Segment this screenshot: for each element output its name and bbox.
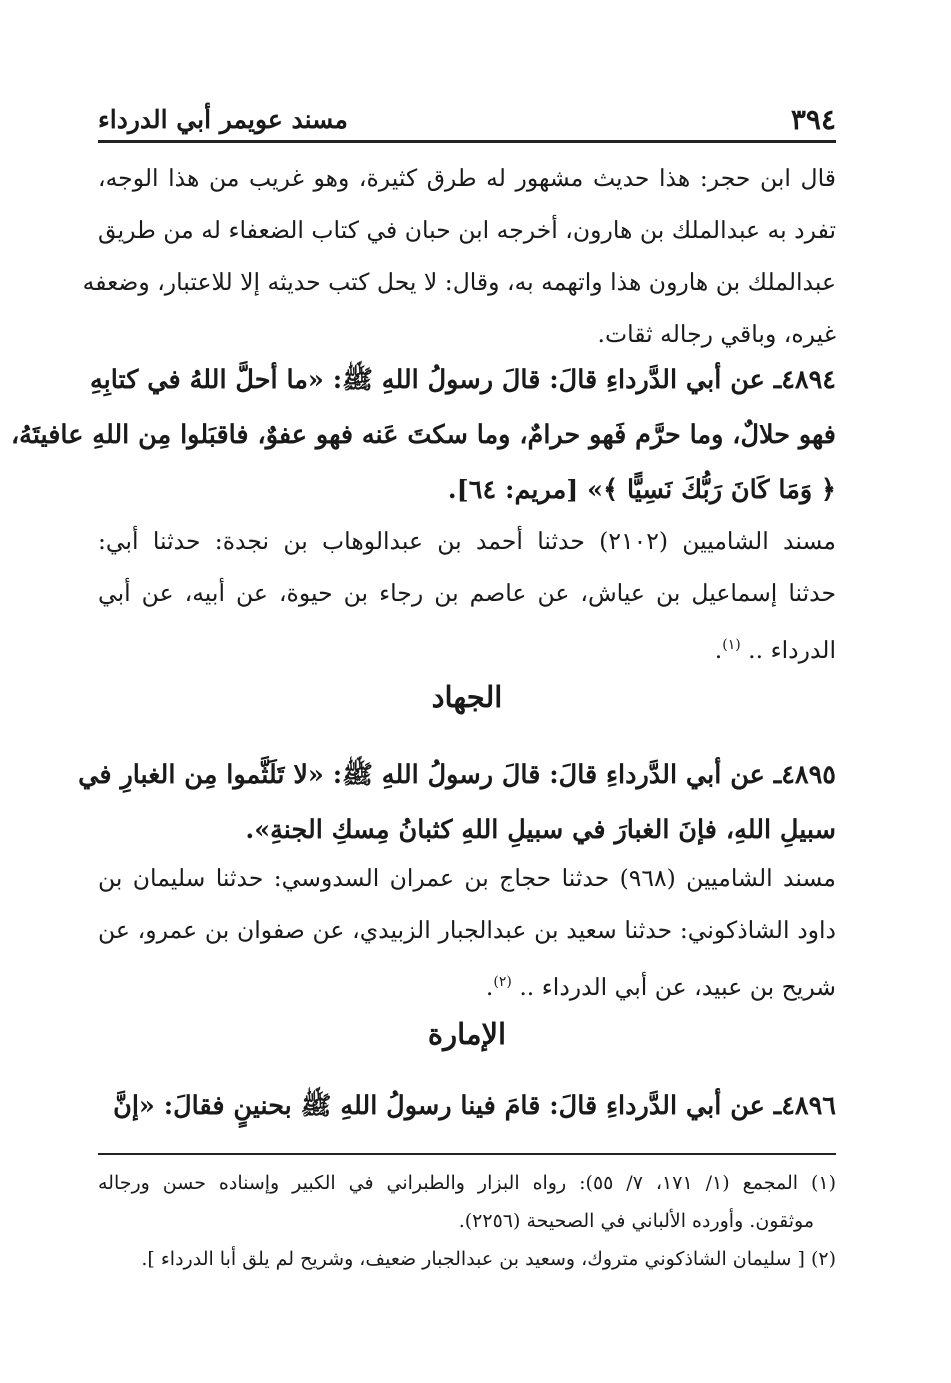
source-line: مسند الشاميين (٢١٠٢) حدثنا أحمد بن عبدالوهاب بن نجدة: حدثنا أبي: (98, 527, 836, 555)
commentary-line: قال ابن حجر: هذا حديث مشهور له طرق كثيرة، وهو غريب من هذا الوجه، (98, 164, 836, 192)
section-heading-imara: الإمارة (427, 1017, 507, 1051)
footnote-ref-1: (١) (722, 637, 741, 653)
source-text: الدرداء .. (740, 636, 836, 664)
source-4894 (98, 515, 836, 671)
hadith-line: فهو حلالٌ، وما حرَّم فَهو حرامٌ، وما سكتَ عَنه فهو عفوٌ، فاقبَلوا مِن اللهِ عافيتَهُ، (10, 420, 836, 450)
source-4895 (98, 852, 836, 1008)
source-text: شريح بن عبيد، عن أبي الدرداء .. (511, 973, 836, 1001)
commentary-line: تفرد به عبدالملك بن هارون، أخرجه ابن حبان في كتاب الضعفاء له من طريق (97, 216, 836, 244)
source-line: شريح بن عبيد، عن أبي الدرداء .. $^{(٢)}$. (485, 973, 836, 1001)
source-line: حدثنا إسماعيل بن عياش، عن عاصم بن رجاء بن حيوة، عن أبيه، عن أبي (98, 579, 836, 607)
source-line: مسند الشاميين (٩٦٨) حدثنا حجاج بن عمران السدوسي: حدثنا سليمان بن (98, 864, 836, 892)
footnote-ref-2: (٢) (493, 974, 512, 990)
hadith-4896 (98, 1080, 836, 1132)
running-title: مسند عويمر أبي الدرداء (98, 105, 348, 134)
footnote-line: موثقون. وأورده الألباني في الصحيحة (٢٢٥٦). (458, 1210, 814, 1232)
footnote-divider (98, 1153, 836, 1155)
commentary-line: غيره، وباقي رجاله ثقات. (597, 320, 836, 348)
hadith-4895 (78, 748, 836, 858)
footnote-line: (١) المجمع (١/ ١٧١، ٧/ ٥٥): رواه البزار والطبراني في الكبير وإسناده حسن ورجاله (98, 1172, 837, 1194)
hadith-4894 (10, 353, 836, 518)
hadith-line: ٤٨٩٤ـ عن أبي الدَّرداءِ قالَ: قالَ رسولُ اللهِ ﷺ: «ما أحلَّ اللهُ في كتابِهِ (90, 365, 836, 395)
section-heading-jihad: الجهاد (431, 680, 503, 714)
hadith-line: ٤٨٩٥ـ عن أبي الدَّرداءِ قالَ: قالَ رسولُ اللهِ ﷺ: «لا تَلَثَّموا مِن الغبارِ في (78, 760, 836, 790)
hadith-line: ﴿ وَمَا كَانَ رَبُّكَ نَسِيًّا ﴾» [مريم: ٦٤]. (447, 475, 836, 505)
footnotes (98, 1164, 836, 1278)
page-header (98, 96, 836, 143)
footnote-line: (٢) [ سليمان الشاذكوني متروك، وسعيد بن عبدالجبار ضعيف، وشريح لم يلق أبا الدرداء ]. (141, 1248, 836, 1270)
commentary-line: عبدالملك بن هارون هذا واتهمه به، وقال: لا يحل كتب حديثه إلا للاعتبار، وضعفه (82, 268, 836, 296)
hadith-line: ٤٨٩٦ـ عن أبي الدَّرداءِ قالَ: قامَ فينا رسولُ اللهِ ﷺ بحنينٍ فقالَ: «إنَّ (113, 1091, 836, 1121)
hadith-line: سبيلِ اللهِ، فإنَ الغبارَ في سبيلِ اللهِ كثبانُ مِسكِ الجنةِ». (245, 815, 836, 845)
source-line: الدرداء .. $^{(١)}$. (714, 636, 836, 664)
commentary-paragraph (82, 152, 836, 360)
source-line: داود الشاذكوني: حدثنا سعيد بن عبدالجبار الزبيدي، عن صفوان بن عمرو، عن (98, 916, 836, 944)
page-number: ٣٩٤ (790, 103, 836, 136)
